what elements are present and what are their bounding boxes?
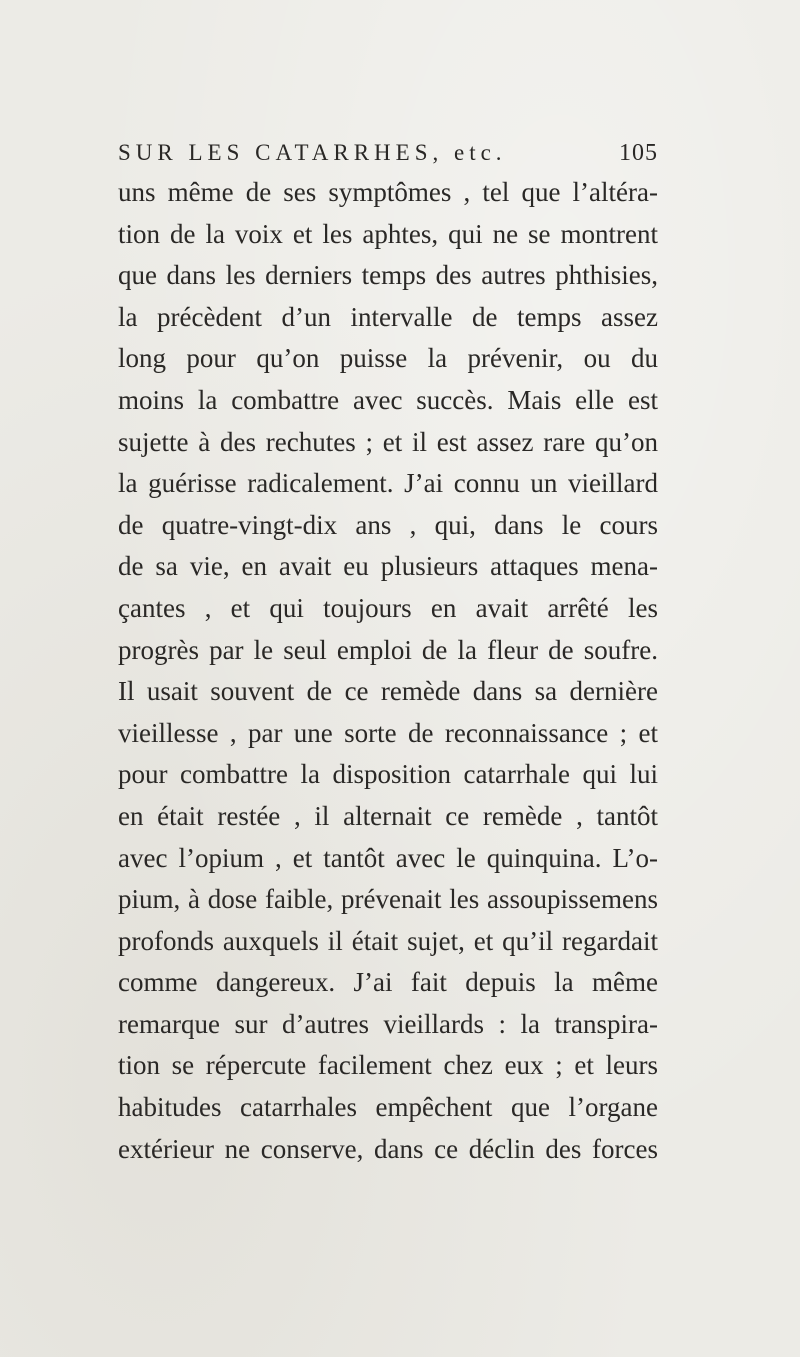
text-line: tion se répercute facilement chez eux ; et leurs <box>118 1050 658 1081</box>
text-line: la précèdent d’un intervalle de temps assez <box>118 301 658 332</box>
text-line: progrès par le seul emploi de la fleur de soufre. <box>118 634 658 665</box>
text-line: vieillesse , par une sorte de reconnaissance ; et <box>118 717 658 748</box>
text-line: pium, à dose faible, prévenait les assoupissemens <box>118 884 658 915</box>
text-line: avec l’opium , et tantôt avec le quinquina. L’o- <box>118 842 658 873</box>
running-title: SUR LES CATARRHES, etc. <box>118 140 507 165</box>
text-line: la guérisse radicalement. J’ai connu un vieillard <box>118 468 658 499</box>
text-line: de sa vie, en avait eu plusieurs attaques mena- <box>118 551 658 582</box>
text-line: habitudes catarrhales empêchent que l’organe <box>118 1092 658 1123</box>
page-number: 105 <box>619 140 658 166</box>
body-text <box>118 172 658 1170</box>
text-line: comme dangereux. J’ai fait depuis la même <box>118 967 658 998</box>
text-line: que dans les derniers temps des autres phthisies, <box>118 260 658 291</box>
text-line: tion de la voix et les aphtes, qui ne se montrent <box>118 218 658 249</box>
text-line: sujette à des rechutes ; et il est assez rare qu’on <box>118 426 658 457</box>
text-line: remarque sur d’autres vieillards : la transpira- <box>118 1008 658 1039</box>
text-line: uns même de ses symptômes , tel que l’altéra- <box>118 177 658 207</box>
text-line: en était restée , il alternait ce remède , tantôt <box>118 800 658 831</box>
text-line: pour combattre la disposition catarrhale qui lui <box>118 759 658 790</box>
text-line: extérieur ne conserve, dans ce déclin des forces <box>118 1133 658 1164</box>
text-line: Il usait souvent de ce remède dans sa dernière <box>118 676 658 707</box>
text-line: profonds auxquels il était sujet, et qu’il regardait <box>118 925 658 956</box>
text-line: long pour qu’on puisse la prévenir, ou du <box>118 343 658 374</box>
text-line: de quatre-vingt-dix ans , qui, dans le cours <box>118 509 658 540</box>
running-head <box>118 140 658 176</box>
text-line: moins la combattre avec succès. Mais elle est <box>118 384 658 415</box>
text-line: çantes , et qui toujours en avait arrêté les <box>118 592 658 623</box>
